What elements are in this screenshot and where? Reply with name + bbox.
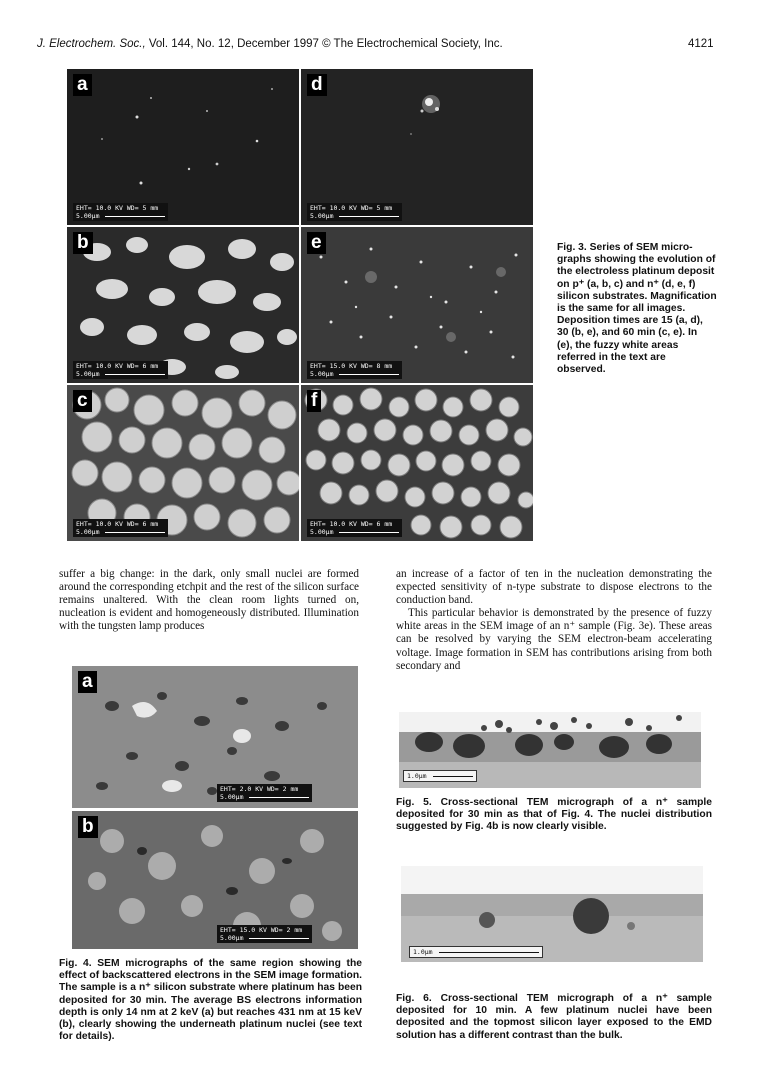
paragraph: an increase of a factor of ten in the nucleation demonstrating the expected sensitivity of n-type substrate to dispose electrons to the conduction band. <box>396 568 712 607</box>
fig3-panel-e <box>301 227 533 383</box>
fig4-panel-a <box>72 666 358 808</box>
figure-5 <box>399 712 701 788</box>
paragraph: This particular behavior is demonstrated by the presence of fuzzy white areas in the SEM image of an n⁺ sample (Fig. 3e). These areas can be resolved by varying the SEM electron-beam accelerating voltage. Image formation in SEM has contributions arising from both secondary and <box>396 607 712 672</box>
paragraph: suffer a big change: in the dark, only small nuclei are formed around the corresponding etchpit and the rest of the silicon surface remains unaltered. With the clean room lights turned on, nucleation is evident and homogeneously distributed. Illumination with the tungsten lamp produces <box>59 568 359 633</box>
panel-label: d <box>307 74 327 96</box>
fig3-panel-f <box>301 385 533 541</box>
scale-info: EHT= 15.0 KV WD= 8 mm 5.00μm <box>307 361 402 379</box>
panel-label: a <box>78 671 97 693</box>
panel-label: c <box>73 390 92 412</box>
scale-info: EHT= 15.0 KV WD= 2 mm 5.00μm <box>217 925 312 943</box>
micrograph-image <box>67 385 299 541</box>
panel-label: b <box>73 232 93 254</box>
citation: Vol. 144, No. 12, December 1997 © The Electrochemical Society, Inc. <box>145 38 503 50</box>
body-text-right <box>396 568 712 673</box>
figure-3-caption: Fig. 3. Series of SEM micro- graphs showing the evolution of the electroless platinum deposit on p⁺ (a, b, c) and n⁺ (d, e, f) silicon substrates. Magnification is the same for all images. Deposition times are 15 (a, d), 30 (b, e), and 60 min (c, e). In (e), the fuzzy white areas referred in the text are observed. <box>557 242 717 376</box>
scale-info: EHT= 10.0 KV WD= 5 mm 5.00μm <box>73 203 168 221</box>
running-header <box>37 38 503 50</box>
micrograph-image <box>72 666 358 808</box>
scale-info: EHT= 10.0 KV WD= 6 mm 5.00μm <box>307 519 402 537</box>
scale-info: EHT= 10.0 KV WD= 6 mm 5.00μm <box>73 361 168 379</box>
micrograph-image <box>301 385 533 541</box>
figure-6 <box>401 866 703 962</box>
panel-label: a <box>73 74 92 96</box>
body-text-left <box>59 568 359 633</box>
scale-info: 1.0μm <box>409 946 543 958</box>
micrograph-image <box>301 227 533 383</box>
micrograph-image <box>301 69 533 225</box>
scale-info: EHT= 10.0 KV WD= 6 mm 5.00μm <box>73 519 168 537</box>
micrograph-image <box>67 227 299 383</box>
micrograph-image <box>67 69 299 225</box>
figure-4-caption: Fig. 4. SEM micrographs of the same region showing the effect of backscattered electrons in the SEM image formation. The sample is a n⁺ silicon substrate where platinum has been deposited for 30 min. The average BS electrons information depth is only 14 nm at 2 keV (a) but reaches 431 nm at 15 keV (b), clearly showing the underneath platinum nuclei (see text for details). <box>59 958 362 1043</box>
fig4-panel-b <box>72 811 358 949</box>
scale-info: 1.0μm <box>403 770 477 782</box>
fig3-panel-c <box>67 385 299 541</box>
panel-label: b <box>78 816 98 838</box>
journal-name: J. Electrochem. Soc., <box>37 38 146 50</box>
micrograph-image <box>72 811 358 949</box>
page-number: 4121 <box>688 38 714 50</box>
scale-info: EHT= 10.0 KV WD= 5 mm 5.00μm <box>307 203 402 221</box>
panel-label: e <box>307 232 326 254</box>
fig3-panel-d <box>301 69 533 225</box>
scale-info: EHT= 2.0 KV WD= 2 mm 5.00μm <box>217 784 312 802</box>
fig3-panel-a <box>67 69 299 225</box>
panel-label: f <box>307 390 321 412</box>
fig3-panel-b <box>67 227 299 383</box>
figure-6-caption: Fig. 6. Cross-sectional TEM micrograph of a n⁺ sample deposited for 10 min. A few platinum nuclei have been deposited and the topmost silicon layer exposed to the EMD solution has a different contrast than the bulk. <box>396 993 712 1041</box>
figure-5-caption: Fig. 5. Cross-sectional TEM micrograph of a n⁺ sample deposited for 30 min as that of Fig. 4. The nuclei distribution suggested by Fig. 4b is now clearly visible. <box>396 797 712 833</box>
